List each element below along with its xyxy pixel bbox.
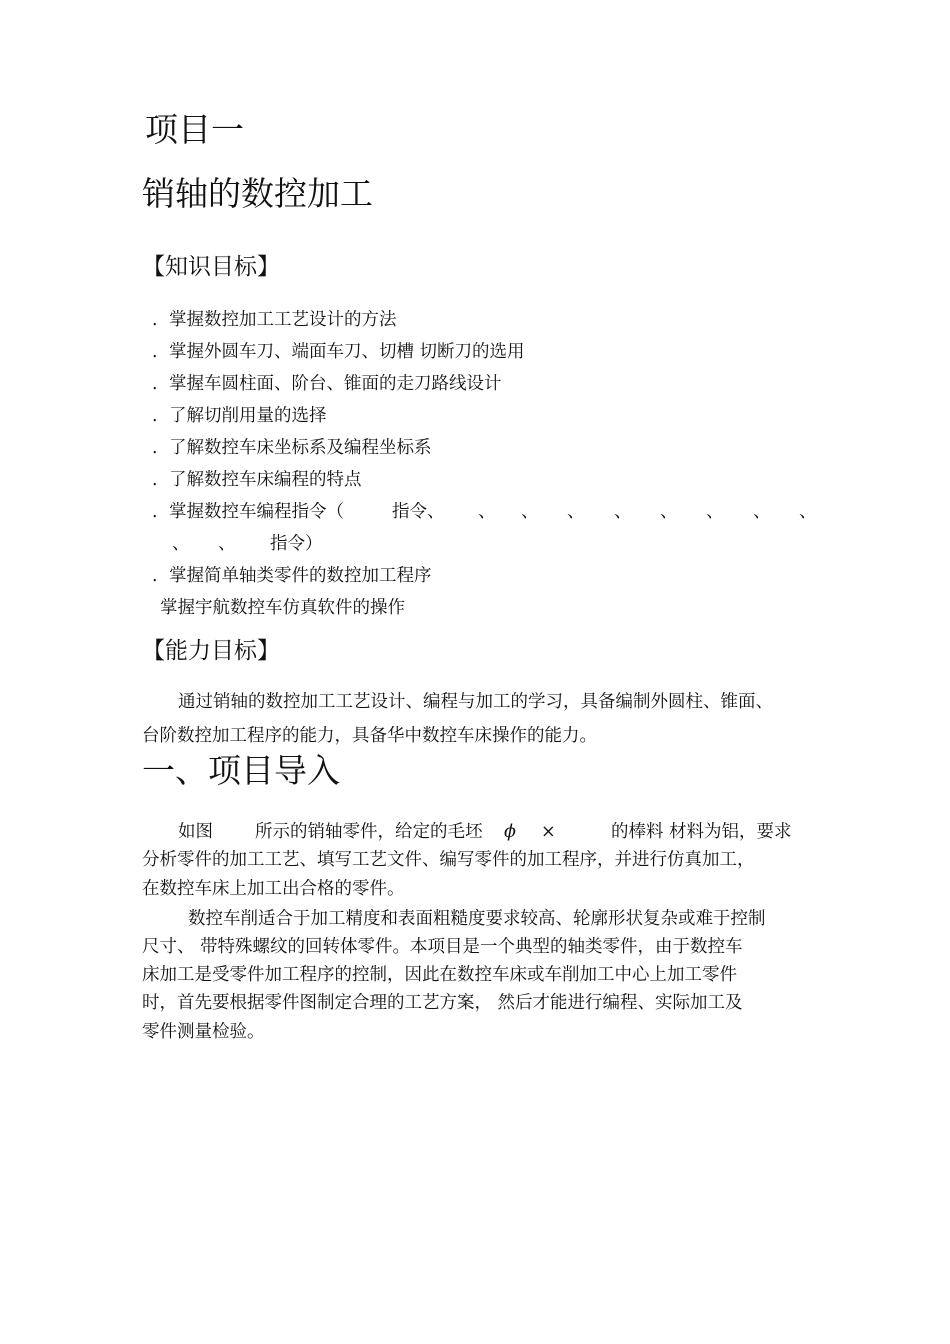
separator: 、 <box>753 502 771 522</box>
paragraph-line: 零件测量检验。 <box>142 1022 265 1042</box>
project-label: 项目一 <box>145 110 244 149</box>
paragraph-line: 尺寸、 带特殊螺纹的回转体零件。本项目是一个典型的轴类零件，由于数控车 <box>142 937 743 957</box>
paragraph-line: 床加工是受零件加工程序的控制，因此在数控车床或车削加工中心上加工零件 <box>142 965 737 985</box>
bullet: . <box>152 566 158 586</box>
list-item-text: 了解切削用量的选择 <box>169 406 327 426</box>
list-item-text: 掌握简单轴类零件的数控加工程序 <box>169 566 432 586</box>
section-heading: 一、项目导入 <box>142 751 340 790</box>
list-item-text: 掌握外圆车刀、端面车刀、切槽 切断刀的选用 <box>169 342 525 362</box>
bullet: . <box>152 438 158 458</box>
separator: 、 <box>567 502 585 522</box>
list-item-text: 掌握数控加工工艺设计的方法 <box>169 310 397 330</box>
list-item <box>160 596 405 620</box>
ability-line: 通过销轴的数控加工工艺设计、编程与加工的学习，具备编制外圆柱、锥面、 <box>178 692 773 712</box>
bullet: . <box>152 470 158 490</box>
ability-heading: 【能力目标】 <box>142 638 280 664</box>
paragraph-line: 分析零件的加工工艺、填写工艺文件、编写零件的加工程序，并进行仿真加工， <box>142 850 755 870</box>
ability-line: 台阶数控加工程序的能力，具备华中数控车床操作的能力。 <box>142 726 597 746</box>
diameter-symbol: ϕ <box>504 822 516 842</box>
paragraph-line: 的棒料 材料为铝，要求 <box>611 822 792 842</box>
separator: 、 <box>660 502 678 522</box>
list-item-text: 掌握车圆柱面、阶台、锥面的走刀路线设计 <box>169 374 502 394</box>
separator: 、 <box>799 502 817 522</box>
paragraph-line: 时，首先要根据零件图制定合理的工艺方案， 然后才能进行编程、实际加工及 <box>142 993 743 1013</box>
paragraph-line: 在数控车床上加工出合格的零件。 <box>142 879 405 899</box>
paragraph-line: 如图 <box>178 822 213 842</box>
separator: 、 <box>172 534 190 554</box>
bullet: . <box>152 406 158 426</box>
knowledge-heading: 【知识目标】 <box>142 254 280 280</box>
list-item-text: 了解数控车床坐标系及编程坐标系 <box>169 438 432 458</box>
separator: 、 <box>706 502 724 522</box>
bullet: . <box>152 310 158 330</box>
paragraph-line: 所示的销轴零件，给定的毛坯 <box>255 822 483 842</box>
list-item-text: 掌握数控车编程指令（ <box>169 502 344 522</box>
bullet: . <box>152 342 158 362</box>
list-item <box>152 372 502 396</box>
list-item <box>152 500 344 524</box>
list-item <box>152 404 327 428</box>
list-item <box>152 308 397 332</box>
times-symbol: × <box>541 822 556 842</box>
instruction-text: 指令） <box>270 534 323 554</box>
list-item <box>152 564 432 588</box>
page-title: 销轴的数控加工 <box>142 174 373 213</box>
list-item-text: 了解数控车床编程的特点 <box>169 470 362 490</box>
bullet: . <box>152 374 158 394</box>
separator: 、 <box>218 534 236 554</box>
list-item <box>152 468 362 492</box>
list-item <box>152 340 525 364</box>
separator: 、 <box>614 502 632 522</box>
separator: 、 <box>521 502 539 522</box>
paragraph-line: 数控车削适合于加工精度和表面粗糙度要求较高、轮廓形状复杂或难于控制 <box>188 909 766 929</box>
list-item-text: 掌握宇航数控车仿真软件的操作 <box>160 598 405 618</box>
instruction-text: 指令、 <box>392 502 445 522</box>
bullet: . <box>152 502 158 522</box>
list-item <box>152 436 432 460</box>
separator: 、 <box>478 502 496 522</box>
